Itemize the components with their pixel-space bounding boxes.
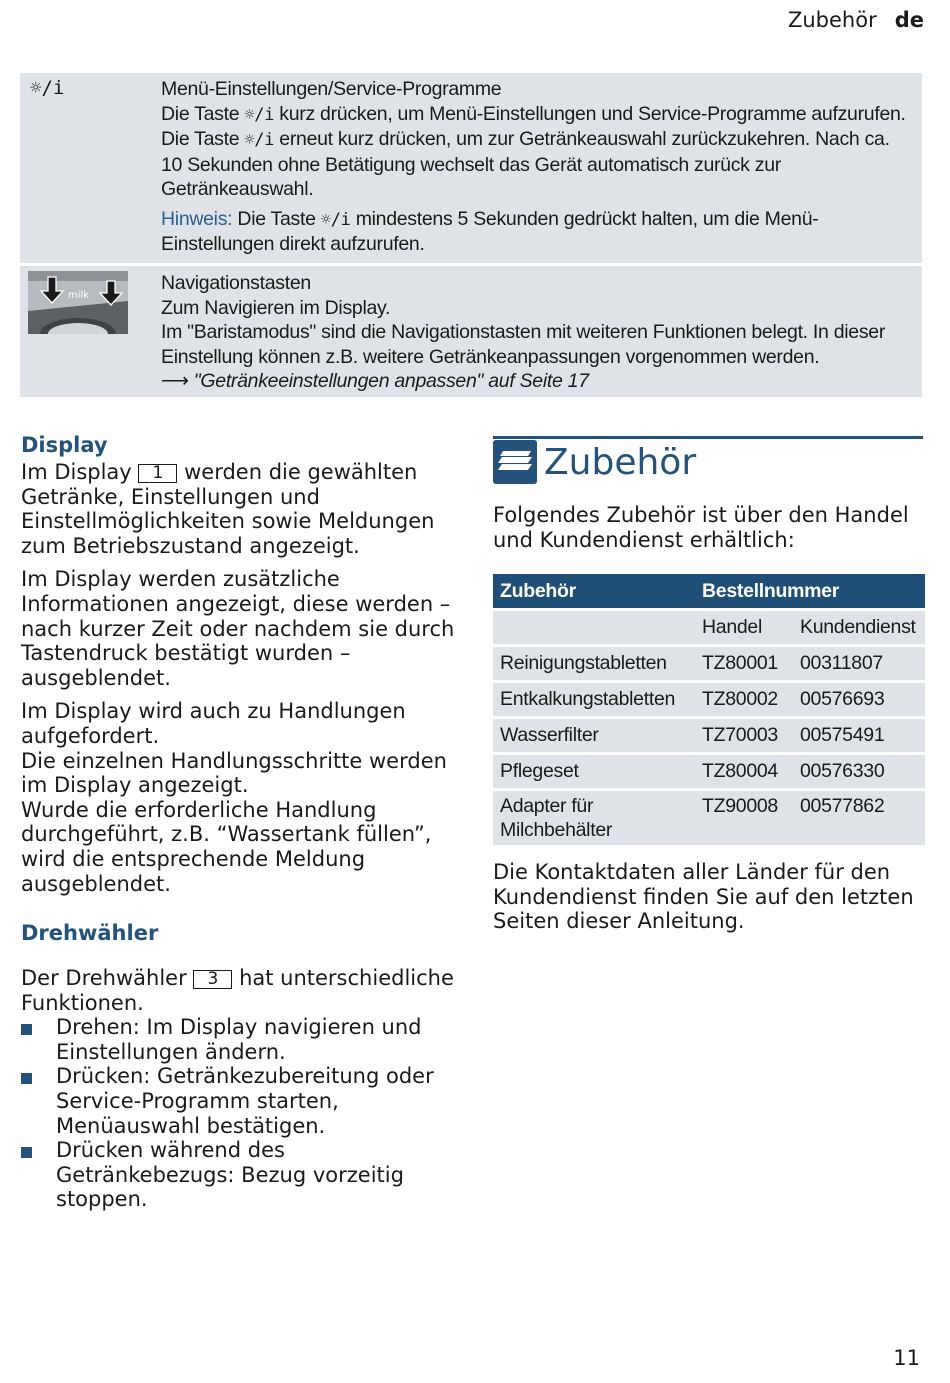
table-cell: 00311807 xyxy=(793,646,925,682)
key-row-menu-settings xyxy=(20,73,922,263)
table-header-row xyxy=(493,574,925,610)
drehwaehler-function-list xyxy=(21,1015,461,1212)
navigation-keys-image xyxy=(28,271,128,334)
drehwaehler-heading: Drehwähler xyxy=(21,921,159,946)
menu-settings-description xyxy=(161,77,911,257)
table-row xyxy=(493,718,925,754)
table-cell: TZ90008 xyxy=(695,790,793,846)
display-para-2: Im Display werden zusätzliche Informationen angezeigt, diese werden – nach kurzer Zeit oder nachdem sie durch Tastendruck bestätigt wurden – ausgeblendet. xyxy=(21,567,455,690)
table-cell: TZ70003 xyxy=(695,718,793,754)
bullet-square-icon xyxy=(21,1024,32,1035)
table-cell: Pflegeset xyxy=(493,754,695,790)
display-para-3-line-1: Im Display wird auch zu Handlungen aufgefordert. xyxy=(21,699,406,748)
display-para-1: Im Display 1 werden die gewählten Getränke, Einstellungen und Einstellmöglichkeiten sowie Meldungen zum Betriebszustand angezeigt. xyxy=(21,460,435,558)
navigation-line-2: Im "Baristamodus" sind die Navigationstasten mit weiteren Funktionen belegt. In dieser Einstellung können z.B. weitere Getränkeanpassungen vorgenommen werden. xyxy=(161,321,886,368)
display-heading: Display xyxy=(21,433,108,457)
menu-info-key-icon: ☼/i xyxy=(244,104,275,125)
table-cell: 00575491 xyxy=(793,718,925,754)
menu-info-key-icon: ☼/i xyxy=(30,77,65,99)
table-cell: Adapter für Milchbehälter xyxy=(493,790,695,846)
table-cell: 00576330 xyxy=(793,754,925,790)
display-para-3 xyxy=(21,699,461,896)
menu-settings-para-1: Die Taste ☼/i kurz drücken, um Menü-Einstellungen und Service-Programme aufzurufen. xyxy=(161,102,906,125)
table-cell: TZ80001 xyxy=(695,646,793,682)
table-subheader-row xyxy=(493,610,925,646)
left-column xyxy=(21,430,461,1212)
display-para-3-line-2: Die einzelnen Handlungsschritte werden im Display angezeigt. xyxy=(21,748,447,798)
table-row xyxy=(493,682,925,718)
chapter-title: Zubehör xyxy=(544,442,697,483)
list-item: Drehen: Im Display navigieren und Einstellungen ändern. xyxy=(21,1015,461,1064)
drehwaehler-para: Der Drehwähler 3 hat unterschiedliche Funktionen. xyxy=(21,966,454,1015)
accessories-table xyxy=(493,574,925,845)
menu-settings-hint: Hinweis: Die Taste ☼/i mindestens 5 Sekunden gedrückt halten, um die Menü-Einstellungen direkt aufzurufen. xyxy=(161,207,819,255)
arrow-right-icon: ⟶ xyxy=(161,370,189,392)
table-row xyxy=(493,754,925,790)
column-header: Bestellnummer xyxy=(695,574,925,610)
menu-info-key-icon: ☼/i xyxy=(320,209,351,230)
table-cell: Wasserfilter xyxy=(493,718,695,754)
table-cell: 00576693 xyxy=(793,682,925,718)
bullet-square-icon xyxy=(21,1147,32,1158)
accessories-chapter-icon xyxy=(493,440,537,484)
table-cell: Kundendienst xyxy=(793,610,925,646)
table-cell: TZ80002 xyxy=(695,682,793,718)
list-item: Drücken: Getränkezubereitung oder Service-Programm starten, Menüauswahl bestätigen. xyxy=(21,1064,461,1138)
table-row xyxy=(493,790,925,846)
callout-number-1: 1 xyxy=(138,464,177,483)
cross-reference-link[interactable]: "Getränkeeinstellungen anpassen" auf Seite 17 xyxy=(193,370,589,392)
list-item: Drücken während des Getränkebezugs: Bezug vorzeitig stoppen. xyxy=(21,1138,461,1212)
display-para-3-line-3: Wurde die erforderliche Handlung durchgeführt, z.B. “Wassertank füllen”, wird die entsprechende Meldung ausgeblendet. xyxy=(21,797,432,896)
navigation-title: Navigationstasten xyxy=(161,272,311,294)
table-cell xyxy=(493,610,695,646)
milk-label: milk xyxy=(68,290,90,301)
menu-info-key-icon: ☼/i xyxy=(244,130,275,150)
key-description-table xyxy=(20,73,922,397)
table-cell: Entkalkungstabletten xyxy=(493,682,695,718)
running-header xyxy=(788,8,924,32)
table-cell: Handel xyxy=(695,610,793,646)
key-row-navigation xyxy=(20,266,922,397)
accessories-outro: Die Kontaktdaten aller Länder für den Kundendienst finden Sie auf den letzten Seiten dieser Anleitung. xyxy=(493,860,914,934)
column-header: Zubehör xyxy=(493,574,695,610)
bullet-square-icon xyxy=(21,1073,32,1084)
table-cell: 00577862 xyxy=(793,790,925,846)
header-language: de xyxy=(894,8,924,32)
page-number: 11 xyxy=(893,1346,920,1370)
table-cell: TZ80004 xyxy=(695,754,793,790)
menu-settings-title: Menü-Einstellungen/Service-Programme xyxy=(161,78,502,100)
navigation-description xyxy=(161,271,911,394)
navigation-cross-reference[interactable] xyxy=(161,369,911,394)
table-cell: Reinigungstabletten xyxy=(493,646,695,682)
table-row xyxy=(493,646,925,682)
hint-label: Hinweis: xyxy=(161,207,233,230)
callout-number-3: 3 xyxy=(193,970,232,989)
header-section: Zubehör xyxy=(787,8,877,32)
accessories-intro: Folgendes Zubehör ist über den Handel und Kundendienst erhältlich: xyxy=(493,503,909,552)
navigation-line-1: Zum Navigieren im Display. xyxy=(161,296,391,319)
menu-settings-para-2: Die Taste ☼/i erneut kurz drücken, um zur Getränkeauswahl zurückzukehren. Nach ca. 10 Sekunden ohne Betätigung wechselt das Gerät automatisch zurück zur Getränkeauswahl. xyxy=(161,128,890,200)
